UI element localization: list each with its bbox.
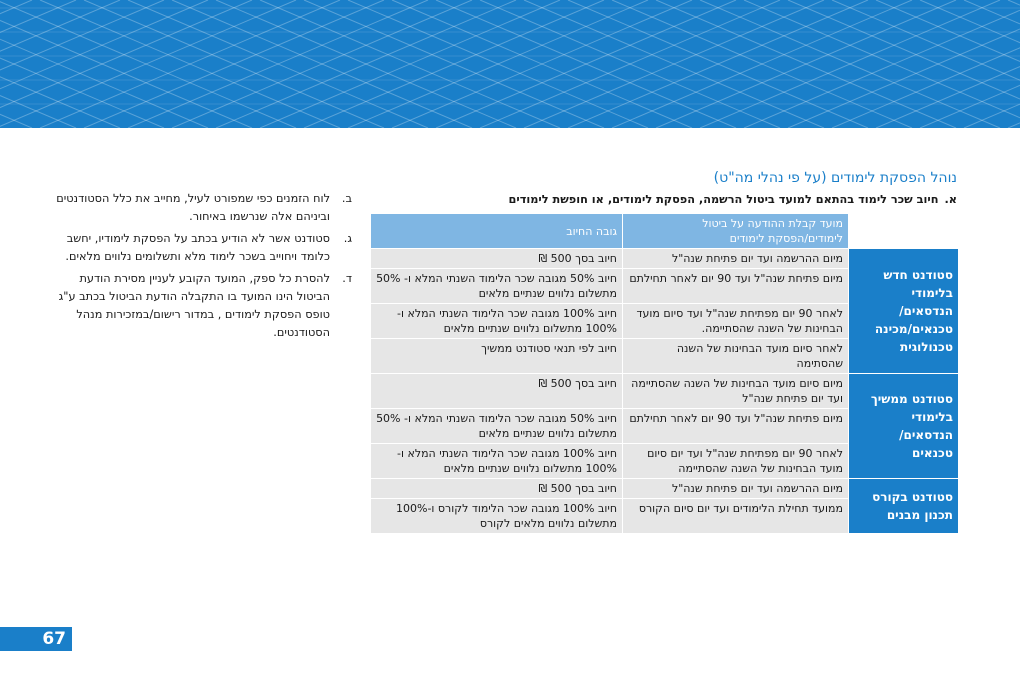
notice-cell: ממועד תחילת הלימודים ועד יום סיום הקורס [623, 499, 849, 534]
charge-cell: חיוב 100% מגובה שכר הלימוד השנתי המלא ו- 100% מתשלום נלווים שנתיים מלאים [371, 304, 623, 339]
notice-cell: מיום פתיחת שנה"ל ועד 90 יום לאחר תחילתם [623, 269, 849, 304]
note-marker: ג. [343, 232, 352, 245]
category-cell: סטודנט ממשיך בלימודי הנדסאים/ טכנאים [849, 374, 959, 479]
list-item [52, 190, 352, 226]
pattern-line [0, 0, 32, 128]
charge-cell: חיוב לפי תנאי סטודנט ממשיך [371, 339, 623, 374]
category-cell: סטודנט חדש בלימודי הנדסאים/ טכנאים/מכינה טכנולוגית [849, 249, 959, 374]
pattern-line [964, 0, 1020, 128]
pattern-line [0, 0, 32, 128]
section-heading [370, 193, 957, 206]
notice-cell: לאחר 90 יום מפתיחת שנה"ל ועד סיום מועד הבחינות של השנה שהסתיימה. [623, 304, 849, 339]
pattern-line [0, 0, 164, 128]
list-item [52, 230, 352, 266]
note-text: סטודנט אשר לא הודיע בכתב על הפסקת לימודיו, יחשב כלומד ויחוייב בשכר לימוד מלא ותשלומים נלווים מלאים. [65, 232, 330, 263]
pattern-line [0, 0, 252, 128]
section-letter: א. [944, 193, 957, 206]
pattern-line [0, 0, 76, 128]
pattern-line [744, 0, 1020, 128]
list-item [52, 270, 352, 342]
pattern-line [832, 0, 1020, 128]
pattern-line [0, 0, 76, 128]
header-banner [0, 0, 1020, 128]
pattern-line [0, 0, 164, 128]
page-title: נוהל הפסקת לימודים (על פי נהלי מה"ט) [713, 170, 957, 186]
page-number: 67 [0, 627, 72, 651]
header-notice-column: מועד קבלת ההודעה על ביטול לימודים/הפסקת לימודים [623, 214, 849, 249]
charge-cell: חיוב בסך 500 ₪ [371, 479, 623, 499]
category-cell: סטודנט בקורס תכנון מבנים [849, 479, 959, 534]
pattern-line [920, 0, 1020, 128]
charge-cell: חיוב 100% מגובה שכר הלימוד השנתי המלא ו- 100% מתשלום נלווים שנתיים מלאים [371, 444, 623, 479]
pattern-line [0, 0, 252, 128]
note-marker: ד. [342, 272, 352, 285]
table-row [371, 249, 959, 269]
table-header-corner [849, 214, 959, 249]
notice-cell: מיום ההרשמה ועד יום פתיחת שנה"ל [623, 249, 849, 269]
table-row [371, 479, 959, 499]
table-header-row [371, 214, 959, 249]
charges-table-container [370, 213, 958, 534]
notice-cell: מיום ההרשמה ועד יום פתיחת שנה"ל [623, 479, 849, 499]
charge-cell: חיוב בסך 500 ₪ [371, 249, 623, 269]
charge-cell: חיוב 50% מגובה שכר הלימוד השנתי המלא ו- 50% מתשלום נלווים שנתיים מלאים [371, 269, 623, 304]
diamond-pattern [0, 0, 1020, 128]
header-charge-column: גובה החיוב [371, 214, 623, 249]
notice-cell: מיום פתיחת שנה"ל ועד 90 יום לאחר תחילתם [623, 409, 849, 444]
pattern-line [920, 0, 1020, 128]
notice-cell: לאחר סיום מועד הבחינות של השנה שהסתימה [623, 339, 849, 374]
pattern-line [744, 0, 1020, 128]
section-title: חיוב שכר לימוד בהתאם למועד ביטול הרשמה, הפסקת לימודים, או חופשת לימודים [508, 193, 939, 206]
pattern-line [964, 0, 1020, 128]
notes-list [52, 190, 352, 346]
charge-cell: חיוב בסך 500 ₪ [371, 374, 623, 409]
charge-cell: חיוב 100% מגובה שכר הלימוד לקורס ו-100% מתשלום נלווים מלאים לקורס [371, 499, 623, 534]
note-marker: ב. [341, 192, 352, 205]
charges-table [370, 213, 959, 534]
notice-cell: מיום סיום מועד הבחינות של השנה שהסתיימה ועד יום פתיחת שנה"ל [623, 374, 849, 409]
notice-cell: לאחר 90 יום מפתיחת שנה"ל ועד יום סיום מועד הבחינות של השנה שהסתיימה [623, 444, 849, 479]
charge-cell: חיוב 50% מגובה שכר הלימוד השנתי המלא ו- 50% מתשלום נלווים שנתיים מלאים [371, 409, 623, 444]
note-text: לוח הזמנים כפי שמפורט לעיל, מחייב את כלל הסטודנטים וביניהם אלה שנרשמו באיחור. [56, 192, 330, 223]
table-row [371, 374, 959, 409]
note-text: להסרת כל ספק, המועד הקובע לעניין מסירת הודעת הביטול הינו המועד בו התקבלה הודעת הביטול בכתב ע"ג טופס הפסקת לימודים , במדור רישום/במזכירות מנהל הסטודנטים. [58, 272, 330, 339]
pattern-line [832, 0, 1020, 128]
